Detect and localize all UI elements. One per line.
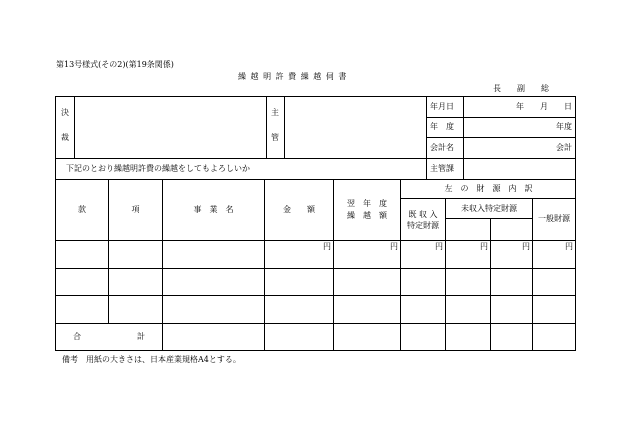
- account-name-value[interactable]: 会計: [556, 143, 572, 152]
- unit-received: 円: [435, 242, 443, 251]
- unit-unreceived-b: 円: [522, 242, 530, 251]
- column-received-top: 既 収 入: [408, 210, 438, 219]
- form-number: 第13号様式(その2)(第19条関係): [56, 60, 174, 69]
- shukan-signature-box[interactable]: [285, 97, 426, 158]
- column-breakdown: 左 の 財 源 内 訳: [444, 184, 533, 193]
- unit-unreceived-a: 円: [480, 242, 488, 251]
- date-label: 年月日: [430, 102, 454, 111]
- shukan-label-bottom: 管: [271, 133, 279, 142]
- column-jigyo: 事 業 名: [193, 205, 234, 214]
- total-label-right: 計: [137, 332, 145, 341]
- fiscal-year-value[interactable]: 年度: [556, 122, 572, 131]
- request-text: 下記のとおり繰越明許費の繰越をしてもよろしいか: [66, 164, 250, 173]
- kessai-label-top: 決: [61, 108, 69, 117]
- column-kan: 款: [78, 205, 86, 214]
- column-next-year-bottom: 繰 越 額: [347, 211, 387, 220]
- unit-general: 円: [565, 242, 573, 251]
- fiscal-year-label: 年 度: [430, 122, 454, 131]
- department-value[interactable]: [464, 159, 575, 179]
- column-received-bottom: 特定財源: [407, 221, 439, 230]
- unit-next-year: 円: [390, 242, 398, 251]
- footnote: 備考 用紙の大きさは、日本産業規格A4とする。: [62, 355, 241, 364]
- department-label: 主管課: [430, 164, 454, 173]
- column-kou: 項: [131, 205, 140, 214]
- total-label-left: 合: [73, 332, 81, 341]
- column-next-year-top: 翌 年 度: [347, 199, 387, 208]
- column-kingaku: 金 額: [283, 205, 315, 214]
- unit-kingaku: 円: [323, 242, 331, 251]
- column-unreceived: 未収入特定財源: [461, 204, 517, 213]
- kessai-label-bottom: 裁: [61, 133, 69, 142]
- approver-labels: 長 副 総: [493, 84, 549, 93]
- page-title: 繰 越 明 許 費 繰 越 伺 書: [238, 72, 348, 81]
- date-value[interactable]: 年 月 日: [516, 102, 572, 111]
- column-general: 一般財源: [538, 214, 570, 223]
- kessai-signature-box[interactable]: [75, 97, 266, 158]
- account-name-label: 会計名: [430, 143, 454, 152]
- shukan-label-top: 主: [271, 108, 279, 117]
